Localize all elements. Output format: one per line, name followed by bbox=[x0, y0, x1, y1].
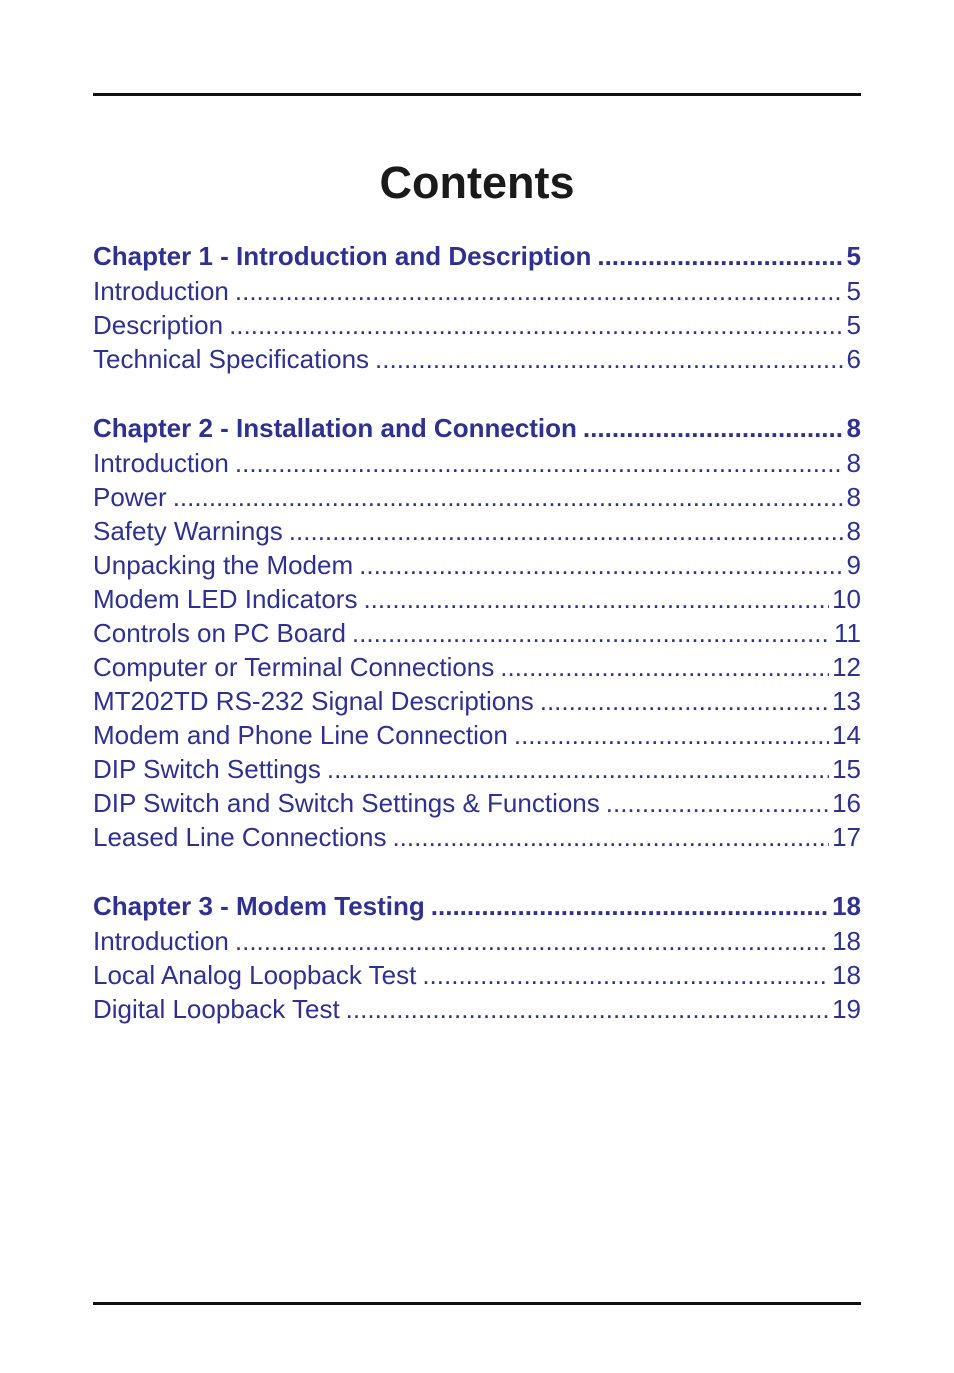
toc-entry[interactable] bbox=[93, 786, 861, 820]
toc-page-number: 17 bbox=[832, 822, 861, 852]
toc-entry-label: Power bbox=[93, 482, 167, 512]
toc-page-number: 9 bbox=[846, 550, 861, 580]
toc-entry[interactable] bbox=[93, 718, 861, 752]
dot-leader bbox=[392, 820, 829, 854]
toc-chapter-3[interactable] bbox=[93, 888, 861, 924]
toc-page-number: 8 bbox=[846, 448, 861, 478]
toc-page-number: 18 bbox=[832, 891, 861, 921]
bottom-rule bbox=[93, 1302, 861, 1305]
toc-page-number: 5 bbox=[846, 241, 861, 271]
toc-entry[interactable] bbox=[93, 582, 861, 616]
dot-leader bbox=[422, 958, 829, 992]
toc-entry[interactable] bbox=[93, 480, 861, 514]
toc-entry[interactable] bbox=[93, 958, 861, 992]
dot-leader bbox=[583, 410, 844, 446]
toc-entry-label: Technical Specifications bbox=[93, 344, 370, 374]
toc-entry[interactable] bbox=[93, 446, 861, 480]
toc-page-number: 8 bbox=[846, 516, 861, 546]
toc-page-number: 15 bbox=[832, 754, 861, 784]
toc-page-number: 8 bbox=[846, 482, 861, 512]
toc-page-number: 8 bbox=[846, 413, 861, 443]
toc-entry-label: DIP Switch Settings bbox=[93, 754, 321, 784]
dot-leader bbox=[514, 718, 829, 752]
toc-entry[interactable] bbox=[93, 992, 861, 1026]
dot-leader bbox=[173, 480, 844, 514]
dot-leader bbox=[606, 786, 829, 820]
table-of-contents bbox=[93, 238, 861, 1026]
dot-leader bbox=[375, 342, 843, 376]
toc-chapter-label: Chapter 1 - Introduction and Description bbox=[93, 241, 592, 271]
dot-leader bbox=[500, 650, 829, 684]
dot-leader bbox=[540, 684, 829, 718]
page-title: Contents bbox=[379, 157, 575, 208]
dot-leader bbox=[359, 548, 843, 582]
toc-chapter-2[interactable] bbox=[93, 410, 861, 446]
toc-entry-label: Introduction bbox=[93, 276, 229, 306]
toc-entry[interactable] bbox=[93, 684, 861, 718]
toc-entry[interactable] bbox=[93, 342, 861, 376]
toc-page-number: 12 bbox=[832, 652, 861, 682]
toc-entry-label: Introduction bbox=[93, 448, 229, 478]
toc-page-number: 18 bbox=[832, 960, 861, 990]
toc-entry[interactable] bbox=[93, 616, 861, 650]
dot-leader bbox=[352, 616, 831, 650]
toc-entry[interactable] bbox=[93, 752, 861, 786]
toc-entry[interactable] bbox=[93, 308, 861, 342]
toc-entry[interactable] bbox=[93, 924, 861, 958]
dot-leader bbox=[235, 924, 829, 958]
toc-entry[interactable] bbox=[93, 820, 861, 854]
toc-entry-label: Introduction bbox=[93, 926, 229, 956]
toc-entry[interactable] bbox=[93, 548, 861, 582]
toc-entry-label: Modem and Phone Line Connection bbox=[93, 720, 508, 750]
dot-leader bbox=[346, 992, 829, 1026]
toc-chapter-label: Chapter 3 - Modem Testing bbox=[93, 891, 425, 921]
toc-page-number: 5 bbox=[846, 276, 861, 306]
toc-page-number: 13 bbox=[832, 686, 861, 716]
toc-chapter-label: Chapter 2 - Installation and Connection bbox=[93, 413, 577, 443]
toc-entry-label: Local Analog Loopback Test bbox=[93, 960, 417, 990]
toc-entry-label: MT202TD RS-232 Signal Descriptions bbox=[93, 686, 534, 716]
dot-leader bbox=[289, 514, 844, 548]
toc-page-number: 6 bbox=[846, 344, 861, 374]
toc-entry[interactable] bbox=[93, 514, 861, 548]
toc-entry-label: Unpacking the Modem bbox=[93, 550, 354, 580]
toc-entry-label: Digital Loopback Test bbox=[93, 994, 340, 1024]
section-gap bbox=[93, 376, 861, 410]
dot-leader bbox=[363, 582, 829, 616]
section-gap bbox=[93, 854, 861, 888]
toc-page-number: 18 bbox=[832, 926, 861, 956]
dot-leader bbox=[235, 274, 844, 308]
toc-entry-label: Description bbox=[93, 310, 224, 340]
dot-leader bbox=[235, 446, 844, 480]
toc-entry-label: DIP Switch and Switch Settings & Functions bbox=[93, 788, 600, 818]
toc-page-number: 11 bbox=[834, 618, 861, 648]
toc-entry-label: Leased Line Connections bbox=[93, 822, 387, 852]
toc-page-number: 5 bbox=[846, 310, 861, 340]
top-rule bbox=[93, 93, 861, 96]
toc-entry[interactable] bbox=[93, 650, 861, 684]
toc-page-number: 10 bbox=[832, 584, 861, 614]
dot-leader bbox=[597, 238, 843, 274]
dot-leader bbox=[431, 888, 829, 924]
toc-page-number: 16 bbox=[832, 788, 861, 818]
toc-page-number: 14 bbox=[832, 720, 861, 750]
toc-entry-label: Computer or Terminal Connections bbox=[93, 652, 495, 682]
dot-leader bbox=[229, 308, 843, 342]
toc-chapter-1[interactable] bbox=[93, 238, 861, 274]
toc-entry[interactable] bbox=[93, 274, 861, 308]
toc-page-number: 19 bbox=[832, 994, 861, 1024]
toc-entry-label: Modem LED Indicators bbox=[93, 584, 358, 614]
toc-entry-label: Safety Warnings bbox=[93, 516, 283, 546]
toc-entry-label: Controls on PC Board bbox=[93, 618, 346, 648]
dot-leader bbox=[327, 752, 829, 786]
